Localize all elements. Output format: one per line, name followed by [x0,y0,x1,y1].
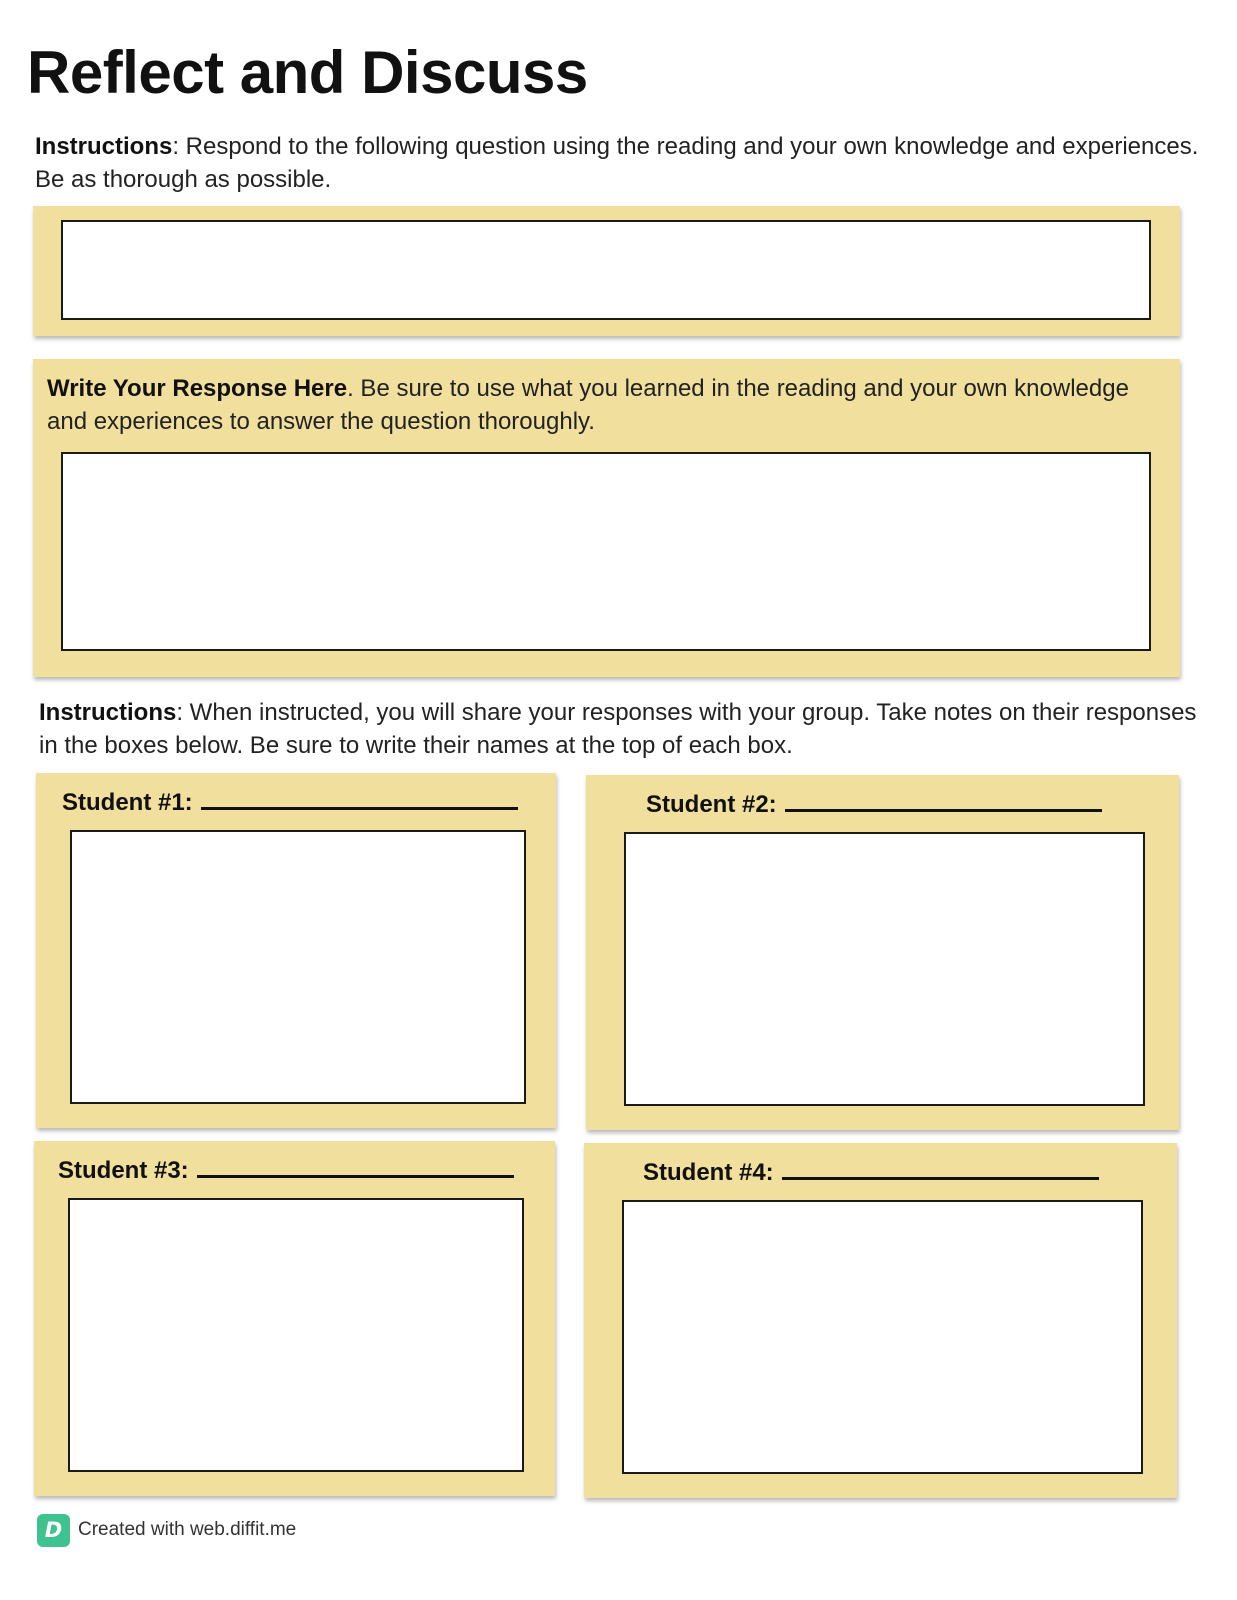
response-text: . Be sure to use what you learned in the reading and your own knowledge and experiences to answer the question thoroughly. [47,375,1129,435]
student-3-label: Student #3: [58,1157,189,1184]
instructions-text: : Respond to the following question using the reading and your own knowledge and experiences. Be as thorough as possible. [35,133,1199,193]
student-3-name-line [58,1157,514,1185]
footer-credit: Created with web.diffit.me [78,1519,297,1540]
page-title: Reflect and Discuss [27,39,588,106]
student-1-label: Student #1: [62,789,193,816]
student-2-name-blank[interactable] [785,795,1102,812]
student-3-panel [34,1141,555,1496]
student-3-name-blank[interactable] [197,1161,514,1178]
student-4-name-blank[interactable] [782,1163,1099,1180]
diffit-logo-icon [37,1514,70,1547]
question-panel [33,206,1180,336]
student-2-name-line [646,791,1102,819]
instructions-text: : When instructed, you will share your responses with your group. Take notes on their responses in the boxes below. Be sure to write their names at the top of each box. [39,699,1197,759]
instructions-group [39,696,1199,762]
student-1-notes-box[interactable] [70,830,526,1104]
student-3-notes-box[interactable] [68,1198,524,1472]
student-2-notes-box[interactable] [624,832,1145,1106]
question-box[interactable] [61,220,1151,320]
instructions-question [35,130,1205,196]
student-2-panel [586,775,1179,1130]
student-4-name-line [643,1159,1099,1187]
response-panel [33,359,1180,677]
response-box[interactable] [61,452,1151,651]
response-instructions [47,372,1157,438]
instructions-label: Instructions [39,699,177,726]
student-1-panel [36,773,556,1128]
response-label: Write Your Response Here [47,375,348,402]
student-4-notes-box[interactable] [622,1200,1143,1474]
student-4-panel [584,1143,1177,1498]
footer [37,1513,296,1547]
student-2-label: Student #2: [646,791,777,818]
logo-letter: D [44,1518,63,1542]
student-1-name-blank[interactable] [201,793,518,810]
student-1-name-line [62,789,518,817]
student-4-label: Student #4: [643,1159,774,1186]
instructions-label: Instructions [35,133,173,160]
